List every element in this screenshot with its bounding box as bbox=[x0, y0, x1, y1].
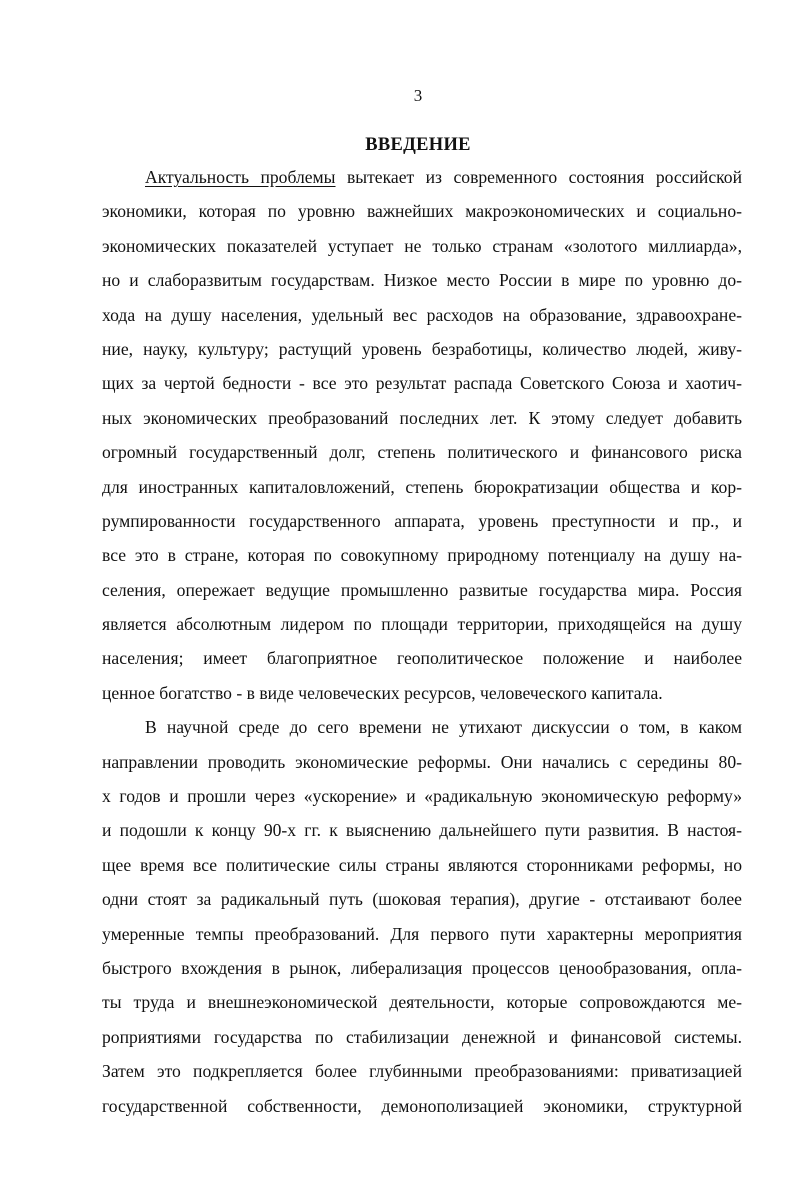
text-line: но и слаборазвитым государствам. Низкое место России в мире по уровню до- bbox=[102, 270, 742, 291]
paragraph-1-first-line bbox=[102, 160, 742, 194]
text-line: щих за чертой бедности - все это результат распада Советского Союза и хаотич- bbox=[102, 373, 742, 394]
text-line: населения; имеет благоприятное геополитическое положение и наиболее bbox=[102, 648, 742, 669]
text-line: ных экономических преобразований последних лет. К этому следует добавить bbox=[102, 407, 742, 428]
text-line: х годов и прошли через «ускорение» и «радикальную экономическую реформу» bbox=[102, 786, 742, 807]
text-line: для иностранных капиталовложений, степень бюрократизации общества и кор- bbox=[102, 476, 742, 497]
text-line: огромный государственный долг, степень политического и финансового риска bbox=[102, 442, 742, 463]
text-line: роприятиями государства по стабилизации денежной и финансовой системы. bbox=[102, 1026, 742, 1047]
text-line: одни стоят за радикальный путь (шоковая терапия), другие - отстаивают более bbox=[102, 889, 742, 910]
text-line: румпированности государственного аппарата, уровень преступности и пр., и bbox=[102, 510, 742, 531]
text-line: направлении проводить экономические реформы. Они начались с середины 80- bbox=[102, 751, 742, 772]
text-line: селения, опережает ведущие промышленно развитые государства мира. Россия bbox=[102, 579, 742, 600]
topic-lead-phrase: Актуальность проблемы bbox=[145, 167, 336, 187]
text-line: является абсолютным лидером по площади территории, приходящейся на душу bbox=[102, 614, 742, 635]
text-line: все это в стране, которая по совокупному природному потенциалу на душу на- bbox=[102, 545, 742, 566]
document-body bbox=[102, 160, 742, 1123]
text-line: ние, науку, культуру; растущий уровень безработицы, количество людей, живу- bbox=[102, 338, 742, 359]
text-line: ценное богатство - в виде человеческих ресурсов, человеческого капитала. bbox=[102, 682, 663, 703]
paragraph-2-first-line: В научной среде до сего времени не утихают дискуссии о том, в каком bbox=[145, 717, 742, 738]
text-line: щее время все политические силы страны являются сторонниками реформы, но bbox=[102, 854, 742, 875]
text-line: экономических показателей уступает не только странам «золотого миллиарда», bbox=[102, 235, 742, 256]
text-line: экономики, которая по уровню важнейших макроэкономических и социально- bbox=[102, 201, 742, 222]
text-line: и подошли к концу 90-х гг. к выяснению дальнейшего пути развития. В настоя- bbox=[102, 820, 742, 841]
page-number: 3 bbox=[413, 86, 423, 105]
section-heading: ВВЕДЕНИЕ bbox=[365, 135, 471, 155]
text-line: государственной собственности, демонополизацией экономики, структурной bbox=[102, 1095, 742, 1116]
text-line: хода на душу населения, удельный вес расходов на образование, здравоохране- bbox=[102, 304, 742, 325]
text-line: Затем это подкрепляется более глубинными преобразованиями: приватизацией bbox=[102, 1061, 742, 1082]
text-line: быстрого вхождения в рынок, либерализация процессов ценообразования, опла- bbox=[102, 957, 742, 978]
first-line-rest: вытекает из современного состояния российской bbox=[335, 167, 742, 187]
text-line: умеренные темпы преобразований. Для первого пути характерны мероприятия bbox=[102, 923, 742, 944]
text-line: ты труда и внешнеэкономической деятельности, которые сопровождаются ме- bbox=[102, 992, 742, 1013]
